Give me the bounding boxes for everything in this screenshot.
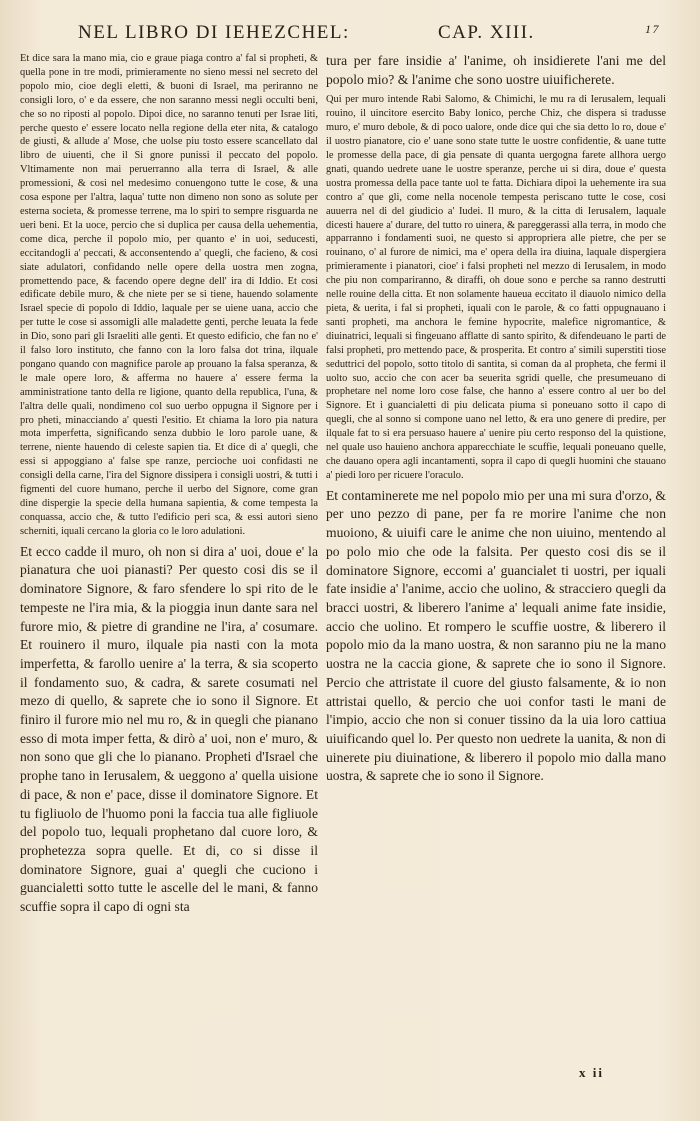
left-column bbox=[20, 52, 318, 1061]
scripture-paragraph: Et contaminerete me nel popolo mio per una mi sura d'orzo, & per uno pezzo di pane, per fa re morire l'anime che non muoiono, & uiuifi care le anime che non uiuino, mentendo al po polo mio che ode la falsita. Per questo cosi dis se il dominatore Signore, eccomi a' guancialet ti uostri, per iquali fate insidie a' l'anime, accio che uolino, & stracciero quegli da bracci uostri, & liberero l'anime a' lequali anime fate insidie, accio che uolino. Et rompero le scuffie uostre, & liberero il popolo mio da la mano uostra, & non saranno piu ne la mano uostra ne la caccia gione, & saprete che io sono il Signore. Percio che attristate il cuore del giusto falsamente, & io non attristai quello, & percio che uoi confor tasti le mani de l'impio, accio che non si conuer tissino da la uia loro cattiua uiuificando quel lo. Per questo non uedrete la uanita, & non di uinerete piu diuinatione, & liberero il popolo mio dalla mano uostra, & saprete che io sono il Signore. bbox=[326, 487, 666, 784]
commentary-paragraph: Qui per muro intende Rabi Salomo, & Chimichi, le mu ra di Ierusalem, lequali rouino, il uincitore esercito Baby lonico, perche Chiz, che dispera si tradusse muro, e' muro debole, & di poco ualore, onde dice qui che sia detto lo ro, doue e' il uostro pianatore, cio e' uane sono state tutte le uostre confidentie, & uane tutte le promesse della pace, di gia pensate di quanta uergogna farete allhora uergo gnati, quando uedrete uane le uostre speranze, perche ui si dira, doue e' questa uostra promessa della pace tante uol te fatta. Dichiara dipoi la uehemente ira sua contro a' que gli, come nella nocenole tempesta periscano tutte le cose, cosi auuerra nel di del giudicio a' Iudei. Il muro, & la citta di Ierusalem, laquale dicesti hauere a' durare, del tutto ro uinera, & pareggerassi alla terra, in modo che apparranno i fondamenti suoi, ne questo si appropriera alle pietre, che per se rouinano, o' al furore de nimici, ma e' opera della ira diuina, laquale dispergiera primieramente i pianatori, cioe' i falsi propheti nel mezzo di Ierusalem, in modo che piu non compariranno, & diraffi, oh doue sono e perche sa ranno destrutti nelle rouine della citta. Et non solamente haueua eccitato il diauolo nimico della pieta, & uerita, i fal si propheti, iquali con le parole, & co fatti oppugnauano i santi propheti, ma anchora le femine hypocrite, malefice nigromantice, & diuinatrici, lequali si fingeuano afflatte di santo spirito, & difendeuano le parti de falsi propheti, pro mettendo pace, & prosperita. Et contro a' simili superstiti tiose seduttrici del popolo, sotto titolo di santita, si coman da al propheta, che fermi il uolto suo, accio che con acer ba seuerita sgridi quelle, che presumeuano di prophetare nel nome loro cose false, che hanno a' essere contro al uer bo del Signore. Et i guancialetti di piu delicata piuma si poneuano sotto il capo di quegli, che al sonno si compone uano nel letto, & era uno genere di predire, per ilquale fat to si era persuaso hauere a' uenire piu certo responso del la quistione, nel quale uso hauieno anchora apparecchiate le scuffie, lequali poneuano quelle, che dauano opera agli incantamenti, sopra il capo di quegli huomini che stauano a' piedi loro per ricuere l'oraculo. bbox=[326, 94, 666, 481]
folio-number: 17 bbox=[645, 22, 660, 36]
signature-mark: x ii bbox=[579, 1065, 604, 1080]
right-column bbox=[326, 52, 666, 1061]
chapter-number: CAP. XIII. bbox=[438, 22, 535, 43]
book-title: NEL LIBRO DI IEHEZCHEL: bbox=[78, 22, 350, 43]
scripture-paragraph: tura per fare insidie a' l'anime, oh insidierete l'ani me del popolo mio? & l'anime che sono uostre uiuificherete. bbox=[326, 53, 666, 87]
scripture-paragraph: Et ecco cadde il muro, oh non si dira a' uoi, doue e' la pianatura che uoi pianasti? Per questo cosi dis se il dominatore Signore, & faro sfendere lo spi rito de le tempeste ne l'ira mia, & la pioggia inun dante sara nel furore mio, & pietre di grandine ne l'ira, a' cosumare. Et rouinero il muro, ilquale pia nasti con la mota imperfetta, & farollo uenire a' la terra, & sia scoperto il fondamento suo, & cadra, & sarete cosumati nel mezo di quello, & saprete che io sono il Signore. Et finiro il furore mio nel mu ro, & in quegli che pianano esso di mota imper fetta, & dirò a' uoi, non e' muro, & non sono que gli che lo pianano. Propheti d'Israel che prophe tano in Ierusalem, & ueggono a' quella uisione di pace, & non e' pace, disse il dominatore Signore. Et tu figliuolo de l'huomo poni la faccia tua alle figliuole del popolo tuo, lequali prophetano dal cuore loro, & prophetezza sopra quelle. Et di, co si disse il dominatore Signore, guai a' quegli che cuciono i guancialetti sotto tutte le ascelle del le mani, & fanno scuffie sopra il capo di ogni sta bbox=[20, 543, 318, 915]
commentary-paragraph: Et dice sara la mano mia, cio e graue piaga contro a' fal si propheti, & quella pone in tre modi, primieramente no sieno messi nel secreto del popolo mio, cioe degli eletti, & buoni di Israel, ma periranno ne consigli loro, o' e da essere, che non saranno messi negli occulti beni, che so no riposti al popolo. Dipoi dice, no saranno tenuti per Israe liti, perche questo e' essere locato nella regione della eter nita, & catalogo de giusti, & allude a' Mose, che uolse piu tosto essere scancellato dal libro de uiuenti, che il Si gnore punissi il peccato del popolo. Vltimamente non mai peruerranno alla terra di Israel, & alle promessioni, & cosi nel medesimo conuengono tutte le cose, & una cosa espone per l'altra, laqua' tutte non dimeno non sono as solute per esterna societa, & promesse terrene, ma lo spiri to sempre risguarda ne ueri beni. Et la uoce, percio che si duplica per causa della uehementia, come dica, perche il popolo mio, per quanto e' in uoi, seducesti, eccitandogli a' peccati, & acconsentendo a' quegli, che facieno, & cosi siate adulatori, confidando nelle opere della uostra men zogna, promettendo pace, & facendo opere degne dell' ira di Iddio. Et cosi edificate debile muro, & che niete per se si tiene, hauendo solamente Israel specie di popolo di Iddio, laquale per se uiene uana, accio che per tutte le cose si assomigli alle maladette genti, perche leuata la fede in Dio, sono pari gli Israeliti alle genti. Et questo edificio, che fan no e' il falso loro instituto, che fanno con la loro falsa dot trina, ilquale pongano quando con magnifice parole ap prouano la falsa speranza, & le male opere loro, & afferma no hauere a' essere ferma la amministratione tanto della re ligione, quanto della republica, l'una, & l'altra delle quali, nondimeno col suo uerbo oppugna il Signore per i pro pheti, minacciando a' questi l'esitio. Et chiama la loro pia natura mota imperfetta, significando senza dubbio le loro parole uane, & terrene, niente hauendo di celeste sapien tia. Et dice di a' quegli, che essi si appoggiano a' false spe ranze, percioche uoi confidasti ne consigli della carne, l'ira del Signore dissipera i consigli uostri, & tutti i figmenti del cuore humano, perche il uerbo del Signore, come gran dine dispergie la specie della humana sapientia, & come tempesta la conquassa, accio che, & tutto l'edificio peri sca, & essi autori sieno scherniti, iquali cercano la gloria co le loro adulationi. bbox=[20, 53, 318, 537]
text-columns bbox=[20, 52, 666, 1061]
